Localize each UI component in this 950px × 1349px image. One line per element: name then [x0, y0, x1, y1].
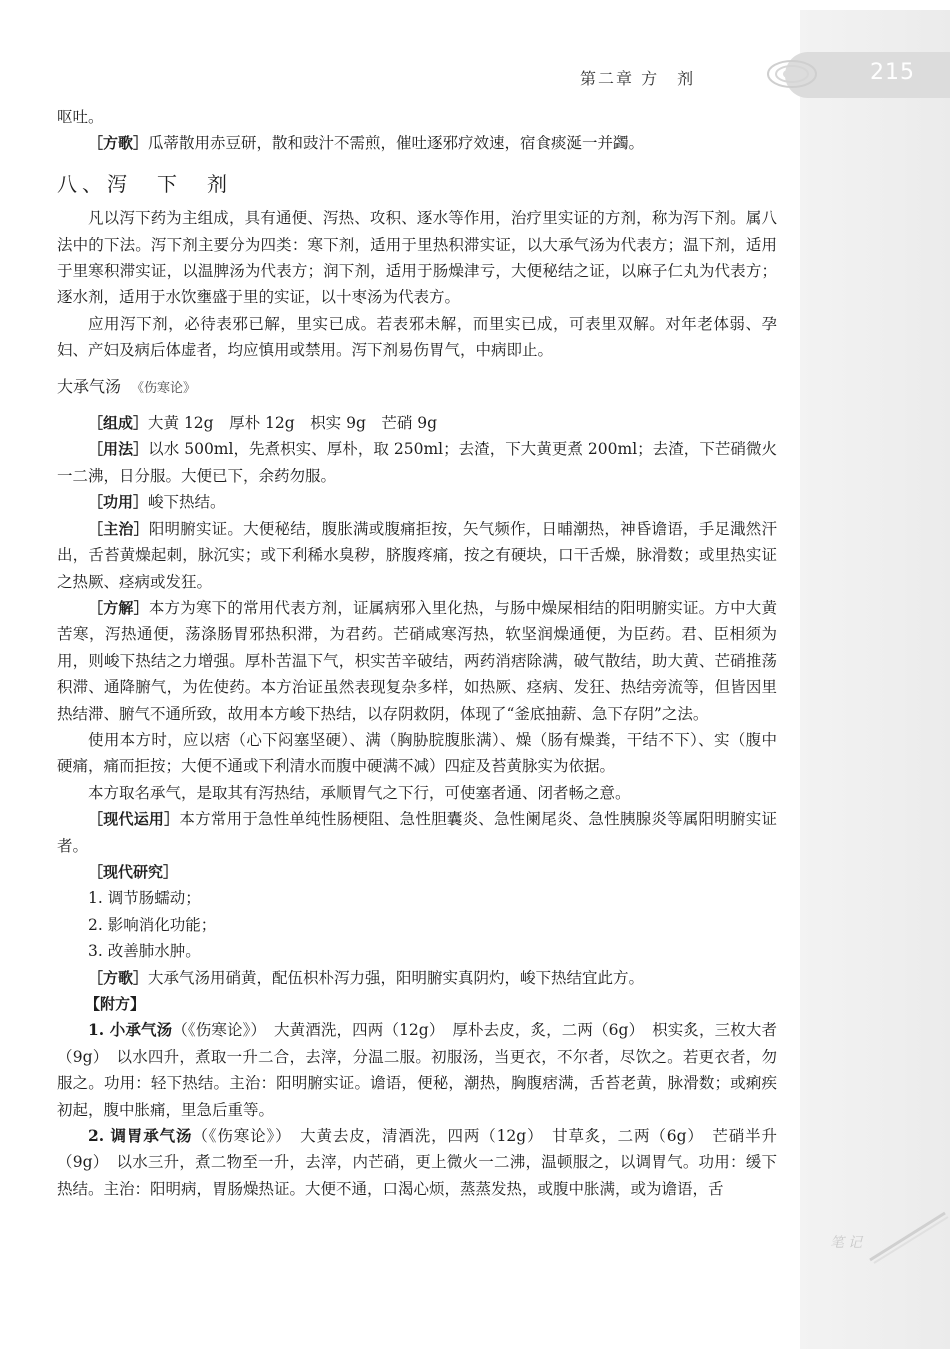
- sub-formula-1: [57, 1017, 777, 1123]
- page-number: 215: [870, 60, 915, 85]
- analysis: [57, 595, 777, 727]
- formula-name: 大承气汤: [57, 376, 122, 396]
- research-item: 3. 改善肺水肿。: [88, 942, 201, 961]
- section-title: 八、泻 下 剂: [57, 171, 232, 196]
- modern-research-tag: ［现代研究］: [88, 862, 179, 881]
- song-tag: ［方歌］: [88, 134, 149, 153]
- modern-research-heading: [57, 859, 777, 885]
- formula-source: 《伤寒论》: [131, 380, 197, 396]
- composition: [57, 410, 777, 436]
- research-item: 1. 调节肠蠕动；: [88, 889, 201, 908]
- sub-formula-name: 1. 小承气汤: [88, 1020, 173, 1040]
- analysis-text: 本方为寒下的常用代表方剂，证属病邪入里化热，与肠中燥屎相结的阳明腑实证。方中大黄苦寒，泻热通便，荡涤肠胃邪热积滞，为君药。芒硝咸寒泻热，软坚润燥通便，为臣药。君、臣相须为用，则峻下热结之力增强。厚朴苦温下气，枳实苦辛破结，两药消痞除满，破气散结，助大黄、芒硝推荡积滞、通降腑气，为佐使药。本方治证虽然表现复杂多样，如热厥、痉病、发狂、热结旁流等，但皆因里热结滞、腑气不通所致，故用本方峻下热结，以存阴救阴，体现了“釜底抽薪、急下存阴”之法。: [57, 598, 777, 723]
- sub-formula-text: （《伤寒论》） 大黄酒洗，四两（12g） 厚朴去皮，炙，二两（6g） 枳实炙，三枚大者（9g） 以水四升，煮取一升二合，去滓，分温二服。初服汤，当更衣，不尔者，尽饮之。若更衣者，勿服之。功用：轻下热结。主治：阳明腑实证。谵语，便秘，潮热，胸腹痞满，舌苔老黄，脉滑数；或痢疾初起，腹中胀痛，里急后重等。: [57, 1021, 777, 1119]
- analysis-tag: ［方解］: [88, 598, 149, 617]
- song-text: 瓜蒂散用赤豆研，散和豉汁不需煎，催吐逐邪疗效速，宿食痰涎一并蠲。: [148, 134, 645, 153]
- modern-use-text: 本方常用于急性单纯性肠梗阻、急性胆囊炎、急性阑尾炎、急性胰腺炎等属阳明腑实证者。: [57, 810, 777, 855]
- modern-use-tag: ［现代运用］: [88, 810, 180, 829]
- formula-song: [57, 965, 777, 991]
- function-tag: ［功用］: [88, 493, 149, 512]
- line-vomit: 呕吐。: [57, 108, 104, 126]
- margin-band: [800, 10, 950, 1349]
- formula-title: [57, 374, 777, 402]
- name-paragraph: 本方取名承气，是取其有泻热结，承顺胃气之下行，可使塞者通、闭者畅之意。: [88, 783, 631, 802]
- usage-tag: ［用法］: [88, 440, 149, 459]
- function: [57, 489, 777, 515]
- song-text: 大承气汤用硝黄，配伍枳朴泻力强，阳明腑实真阴灼，峻下热结宜此方。: [148, 968, 645, 987]
- modern-use: [57, 806, 777, 859]
- main-text: [57, 104, 777, 1202]
- song-tag: ［方歌］: [88, 968, 149, 987]
- notes-label: 笔记: [830, 1235, 866, 1251]
- function-text: 峻下热结。: [148, 493, 226, 512]
- research-item: 2. 影响消化功能；: [88, 915, 217, 934]
- sub-formula-name: 2. 调胃承气汤: [88, 1126, 193, 1146]
- usage-text: 以水 500ml，先煮枳实、厚朴，取 250ml；去渣，下大黄更煮 200ml；去渣，下芒硝微火一二沸，日分服。大便已下，余药勿服。: [57, 440, 777, 485]
- indication-text: 阳明腑实证。大便秘结，腹胀满或腹痛拒按，矢气频作，日晡潮热，神昏谵语，手足濈然汗出，舌苔黄燥起刺，脉沉实；或下利稀水臭秽，脐腹疼痛，按之有硬块，口干舌燥，脉滑数；或里热实证之热厥、痉病或发狂。: [57, 519, 777, 591]
- swirl-ornament-icon: [758, 54, 818, 94]
- pen-icon: [860, 1205, 950, 1265]
- sub-formula-2: [57, 1123, 777, 1202]
- guadi-song: [57, 130, 777, 156]
- appendix-tag: 【附方】: [85, 995, 146, 1013]
- intro-paragraph-2: 应用泻下剂，必待表邪已解，里实已成。若表邪未解，而里实已成，可表里双解。对年老体弱、孕妇、产妇及病后体虚者，均应慎用或禁用。泻下剂易伤胃气，中病即止。: [57, 314, 777, 360]
- sub-formula-text: （《伤寒论》） 大黄去皮，清酒洗，四两（12g） 甘草炙，二两（6g） 芒硝半升（9g） 以水三升，煮二物至一升，去滓，内芒硝，更上微火一二沸，温顿服之，以调胃气。功用：缓下热结。主治：阳明病，胃肠燥热证。大便不通，口渴心烦，蒸蒸发热，或腹中胀满，或为谵语，舌: [57, 1127, 777, 1198]
- chapter-title: 第二章 方 剂: [580, 69, 696, 88]
- intro-paragraph-1: 凡以泻下药为主组成，具有通便、泻热、攻积、逐水等作用，治疗里实证的方剂，称为泻下剂。属八法中的下法。泻下剂主要分为四类：寒下剂，适用于里热积滞实证，以大承气汤为代表方；温下剂，适用于里寒积滞实证，以温脾汤为代表方；润下剂，适用于肠燥津亏，大便秘结之证，以麻子仁丸为代表方；逐水剂，适用于水饮壅盛于里的实证，以十枣汤为代表方。: [57, 209, 777, 307]
- usage-paragraph: 使用本方时，应以痞（心下闷塞坚硬）、满（胸胁脘腹胀满）、燥（肠有燥粪，干结不下）、实（腹中硬痛，痛而拒按；大便不通或下利清水而腹中硬满不减）四症及苔黄脉实为依据。: [57, 730, 777, 776]
- indication-tag: ［主治］: [88, 519, 149, 538]
- composition-text: 大黄 12g 厚朴 12g 枳实 9g 芒硝 9g: [148, 414, 438, 433]
- composition-tag: ［组成］: [88, 414, 149, 433]
- usage: [57, 436, 777, 489]
- appendix-heading: [57, 991, 777, 1017]
- indication: [57, 516, 777, 595]
